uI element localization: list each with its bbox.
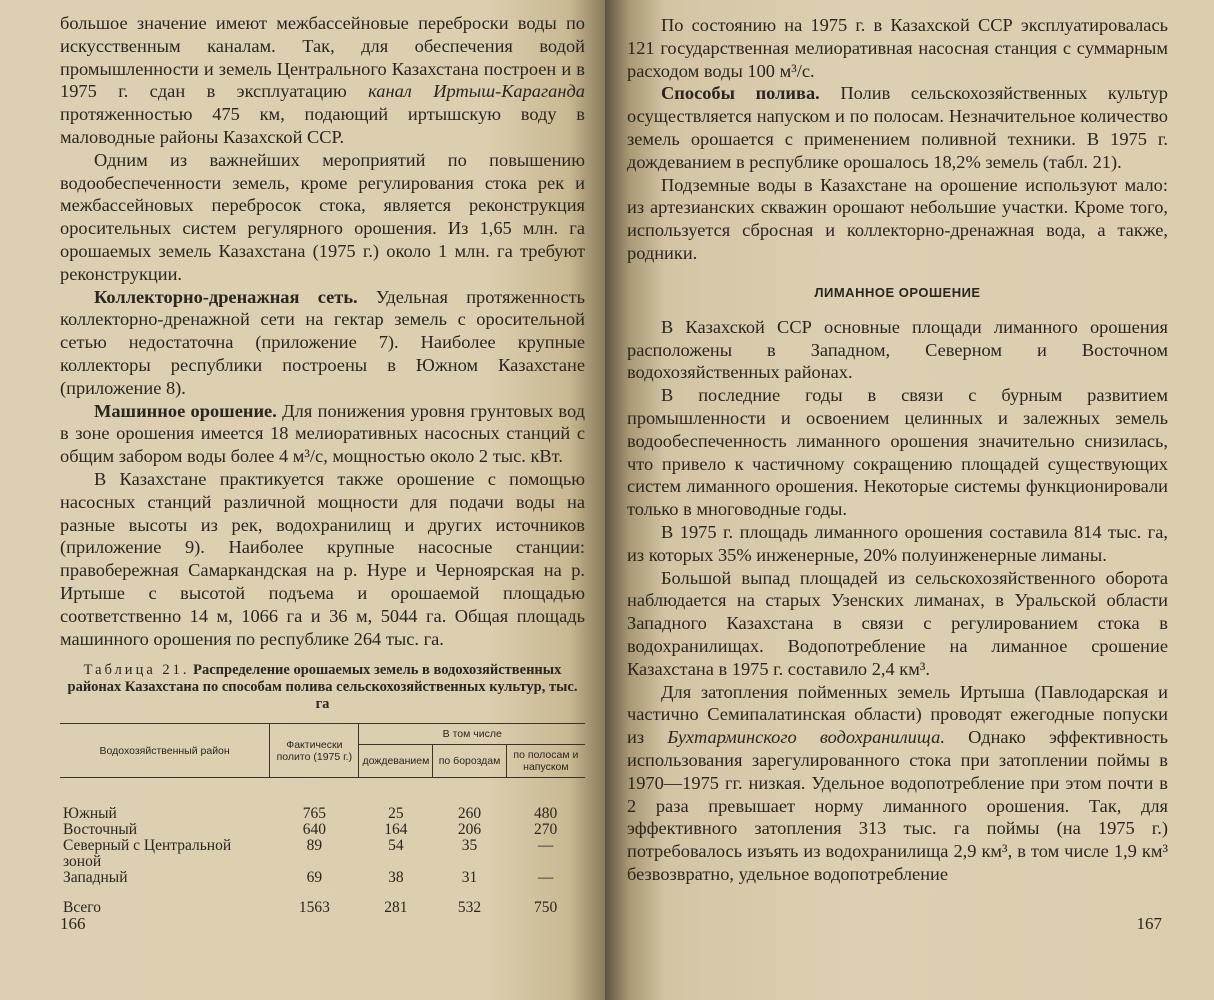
paragraph: Способы полива. Полив сельскохозяйственных культур осуществляется напуском и по полосам. Незначительное количество земель орошается с применением поливной техники. В 1975 г. дождеванием в республике орошалось 18,2% земель (табл. 21). xyxy=(627,83,1168,172)
table-caption xyxy=(60,662,585,713)
page-number: 167 xyxy=(1136,914,1162,933)
paragraph: Одним из важнейших мероприятий по повышению водообеспеченности земель, кроме регулирования стока рек и межбассейновых перебросок стока, является реконструкция оросительных систем регулярного орошения. Из 1,65 млн. га орошаемых земель Казахстана (1975 г.) около 1 млн. га требуют реконструкции. xyxy=(60,149,585,284)
run-in-heading: Коллекторно-дренажная сеть. xyxy=(94,286,358,307)
table-number: Таблица 21. xyxy=(83,662,190,679)
irrigation-table xyxy=(60,723,585,916)
run-in-heading: Способы полива. xyxy=(661,83,820,104)
col-region: Водохозяйственный район xyxy=(99,744,230,757)
paragraph: большое значение имеют межбассейновые переброски воды по искусственным каналам. Так, для обеспечения водой промышленности и земель Центрального Казахстана построен и в 1975 г. сдан в эксплуатацию канал Иртыш-Караганда протяженностью 475 км, подающий иртышскую воду в маловодные районы Казахской ССР. xyxy=(60,13,585,147)
table-row-total: Всего 1563 281 532 750 xyxy=(63,899,558,917)
right-page xyxy=(605,0,1214,1000)
left-page xyxy=(0,0,605,1000)
canal-name: канал Иртыш-Караганда xyxy=(368,81,585,102)
table-row: Восточный 640 164 206 270 xyxy=(63,821,558,839)
paragraph: Подземные воды в Казахстане на орошение используют мало: из артезианских скважин орошают небольшие участки. Кроме того, используется сбросная и коллекторно-дренажная вода, а также, родники. xyxy=(627,174,1168,263)
paragraph: Коллекторно-дренажная сеть. Удельная протяженность коллекторно-дренажной сети на гектар земель с оросительной сетью недостаточна (приложение 7). Наиболее крупные коллекторы республики построены в Южном Казахстане (приложение 8). xyxy=(60,286,585,398)
run-in-heading: Машинное орошение. xyxy=(94,400,277,421)
col-furrows: по бороздам xyxy=(433,745,506,778)
section-title: ЛИМАННОЕ ОРОШЕНИЕ xyxy=(814,284,981,300)
table-title: Распределение орошаемых земель в водохозяйственных районах Казахстана по способам полива сельскохозяйственных культур, тыс. га xyxy=(67,662,578,713)
paragraph: В 1975 г. площадь лиманного орошения составила 814 тыс. га, из которых 35% инженерные, 20% полуинженерные лиманы. xyxy=(627,521,1168,565)
table-row: Южный 765 25 260 480 xyxy=(63,805,558,823)
paragraph: Большой выпад площадей из сельскохозяйственного оборота наблюдается на старых Узенских лиманах, в Уральской области Западного Казахстана в связи с регулированием стока в водохранилищах. Водопотребление на лиманное срошение Казахстана в 1975 г. составило 2,4 км³. xyxy=(627,567,1168,679)
reservoir-name: Бухтарминского водохранилища. xyxy=(667,727,945,748)
paragraph: Для затопления пойменных земель Иртыша (Павлодарская и частично Семипалатинская области) проводят ежегодные попуски из Бухтарминского водохранилища. Однако эффективность использования зарегулированного стока при затоплении поймы в 1970—1975 гг. низкая. Удельное водопотребление при этом почти в 2 раза превышает норму лиманного орошения. Так, для эффективного затопления 313 тыс. га поймы (на 1975 г.) потребовалось изъять из водохранилища 2,9 км³, в том числе 1,9 км³ безвозвратно, удельное водопотребление xyxy=(627,681,1168,884)
table-row: Северный с Центральной зоной 89 54 35 — xyxy=(63,837,554,871)
page-number: 166 xyxy=(60,914,86,933)
paragraph: В последние годы в связи с бурным развитием промышленности и освоением целинных и залежных земель водообеспеченность лиманного орошения значительно снизилась, что привело к частичному сокращению площадей существующих систем лиманного орошения. Некоторые системы функционировали только в многоводные годы. xyxy=(627,385,1168,520)
paragraph: Машинное орошение. Для понижения уровня грунтовых вод в зоне орошения имеется 18 мелиоративных насосных станций с общим забором воды более 4 м³/с, мощностью около 2 тыс. кВт. xyxy=(60,400,585,467)
col-actual: Фактически полито (1975 г.) xyxy=(270,724,359,778)
col-sprinkler: дождеванием xyxy=(359,745,433,778)
table-row: Западный 69 38 31 — xyxy=(63,869,554,887)
col-group-incl: В том числе xyxy=(359,724,585,745)
paragraph: По состоянию на 1975 г. в Казахской ССР эксплуатировалась 121 государственная мелиоративная насосная станция с суммарным расходом воды 100 м³/с. xyxy=(627,15,1168,81)
paragraph: В Казахстане практикуется также орошение с помощью насосных станций различной мощности для подачи воды на разные высоты из рек, водохранилищ и других источников (приложение 9). Наиболее крупные насосные станции: правобережная Самаркандская на р. Нуре и Черноярская на р. Иртыше с высотой подъема и орошаемой площадью соответственно 14 м, 1066 га и 36 м, 5044 га. Общая площадь машинного орошения по республике 264 тыс. га. xyxy=(60,468,585,649)
paragraph: В Казахской ССР основные площади лиманного орошения расположены в Западном, Северном и Восточном водохозяйственных районах. xyxy=(627,316,1168,383)
col-strips: по полосам и напуском xyxy=(506,745,585,778)
